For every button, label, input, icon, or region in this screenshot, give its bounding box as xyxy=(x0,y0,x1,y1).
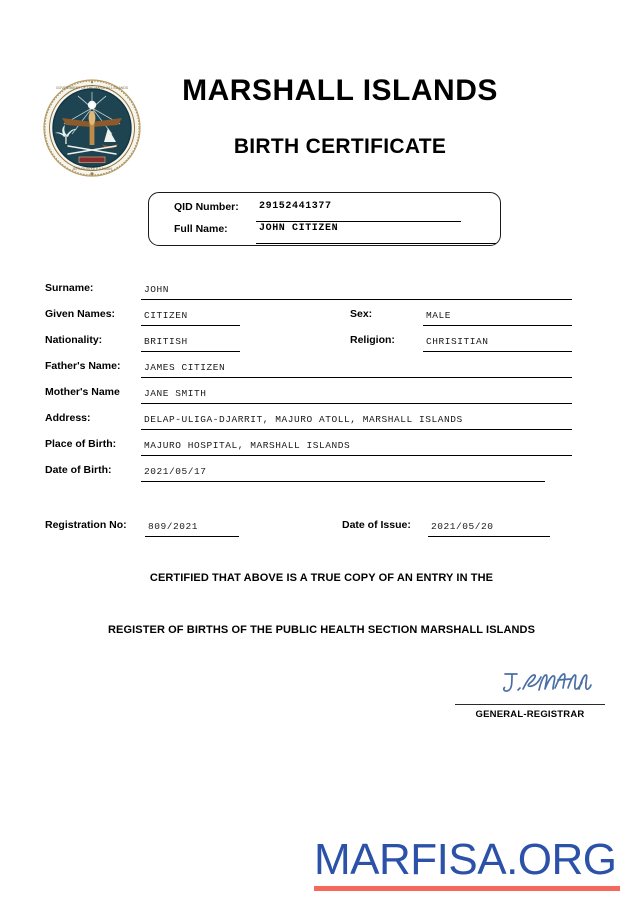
fathers-name-value: JAMES CITIZEN xyxy=(144,362,226,373)
signature-rule xyxy=(455,704,605,705)
registration-no-label: Registration No: xyxy=(45,519,127,531)
certification-line-1: CERTIFIED THAT ABOVE IS A TRUE COPY OF AN ENTRY IN THE xyxy=(149,572,494,584)
watermark-underline-bar xyxy=(314,886,620,891)
place-of-birth-label: Place of Birth: xyxy=(45,438,117,450)
svg-text:GOVERNMENT OF THE MARSHALL ISL: GOVERNMENT OF THE MARSHALL ISLANDS xyxy=(55,86,129,90)
page-subtitle: BIRTH CERTIFICATE xyxy=(233,135,447,158)
place-of-birth-value: MAJURO HOSPITAL, MARSHALL ISLANDS xyxy=(144,440,351,451)
given-names-rule xyxy=(141,325,240,326)
sex-value: MALE xyxy=(426,310,452,321)
surname-rule xyxy=(141,299,572,300)
fathers-name-rule xyxy=(141,377,572,378)
field-date-of-birth xyxy=(45,463,572,485)
field-sex xyxy=(350,307,575,329)
field-date-of-issue xyxy=(342,518,572,540)
sex-label: Sex: xyxy=(350,308,373,320)
signature-caption: GENERAL-REGISTRAR xyxy=(475,709,585,720)
nationality-rule xyxy=(141,351,240,352)
place-of-birth-rule xyxy=(141,455,572,456)
address-rule xyxy=(141,429,572,430)
field-registration-no xyxy=(45,518,295,540)
date-of-birth-label: Date of Birth: xyxy=(45,464,112,476)
fathers-name-label: Father's Name: xyxy=(45,360,121,372)
qid-number-label: QID Number: xyxy=(174,201,239,213)
date-of-issue-rule xyxy=(428,536,550,537)
mothers-name-rule xyxy=(141,403,572,404)
field-address xyxy=(45,411,572,433)
date-of-issue-value: 2021/05/20 xyxy=(431,521,494,532)
site-watermark xyxy=(314,835,620,891)
title-block xyxy=(160,74,520,159)
nationality-value: BRITISH xyxy=(144,336,188,347)
svg-text:JEPILPILIN KE EJUKAAN: JEPILPILIN KE EJUKAAN xyxy=(72,167,112,171)
marshall-islands-government-seal-icon xyxy=(42,78,142,178)
qid-summary-box xyxy=(148,192,501,246)
date-of-birth-rule xyxy=(141,481,545,482)
qid-number-row xyxy=(149,199,500,221)
given-names-value: CITIZEN xyxy=(144,310,188,321)
field-place-of-birth xyxy=(45,437,572,459)
field-nationality xyxy=(45,333,295,355)
religion-value: CHRISITIAN xyxy=(426,336,489,347)
signature-block xyxy=(455,668,605,720)
field-mothers-name xyxy=(45,385,572,407)
religion-label: Religion: xyxy=(350,334,395,346)
full-name-label: Full Name: xyxy=(174,223,228,235)
registration-no-rule xyxy=(145,536,239,537)
address-label: Address: xyxy=(45,412,91,424)
field-fathers-name xyxy=(45,359,572,381)
full-name-row xyxy=(149,221,500,243)
registration-no-value: 809/2021 xyxy=(148,521,199,532)
nationality-label: Nationality: xyxy=(45,334,103,346)
mothers-name-label: Mother's Name xyxy=(45,386,120,398)
field-religion xyxy=(350,333,575,355)
date-of-issue-label: Date of Issue: xyxy=(342,519,411,531)
religion-rule xyxy=(423,351,572,352)
full-name-value: JOHN CITIZEN xyxy=(259,223,339,234)
qid-number-value: 29152441377 xyxy=(259,201,332,212)
surname-value: JOHN xyxy=(144,284,170,295)
mothers-name-value: JANE SMITH xyxy=(144,388,207,399)
surname-label: Surname: xyxy=(45,282,94,294)
handwritten-signature-icon xyxy=(455,668,605,702)
field-surname xyxy=(45,281,572,303)
field-given-names xyxy=(45,307,295,329)
page-title: MARSHALL ISLANDS xyxy=(182,74,498,107)
date-of-birth-value: 2021/05/17 xyxy=(144,466,207,477)
given-names-label: Given Names: xyxy=(45,308,116,320)
watermark-text: MARFISA.ORG xyxy=(314,835,617,884)
document-header xyxy=(0,0,643,185)
address-value: DELAP-ULIGA-DJARRIT, MAJURO ATOLL, MARSHALL ISLANDS xyxy=(144,414,463,425)
sex-rule xyxy=(423,325,572,326)
certification-line-2: REGISTER OF BIRTHS OF THE PUBLIC HEALTH SECTION MARSHALL ISLANDS xyxy=(107,624,536,636)
full-name-rule xyxy=(256,243,496,244)
